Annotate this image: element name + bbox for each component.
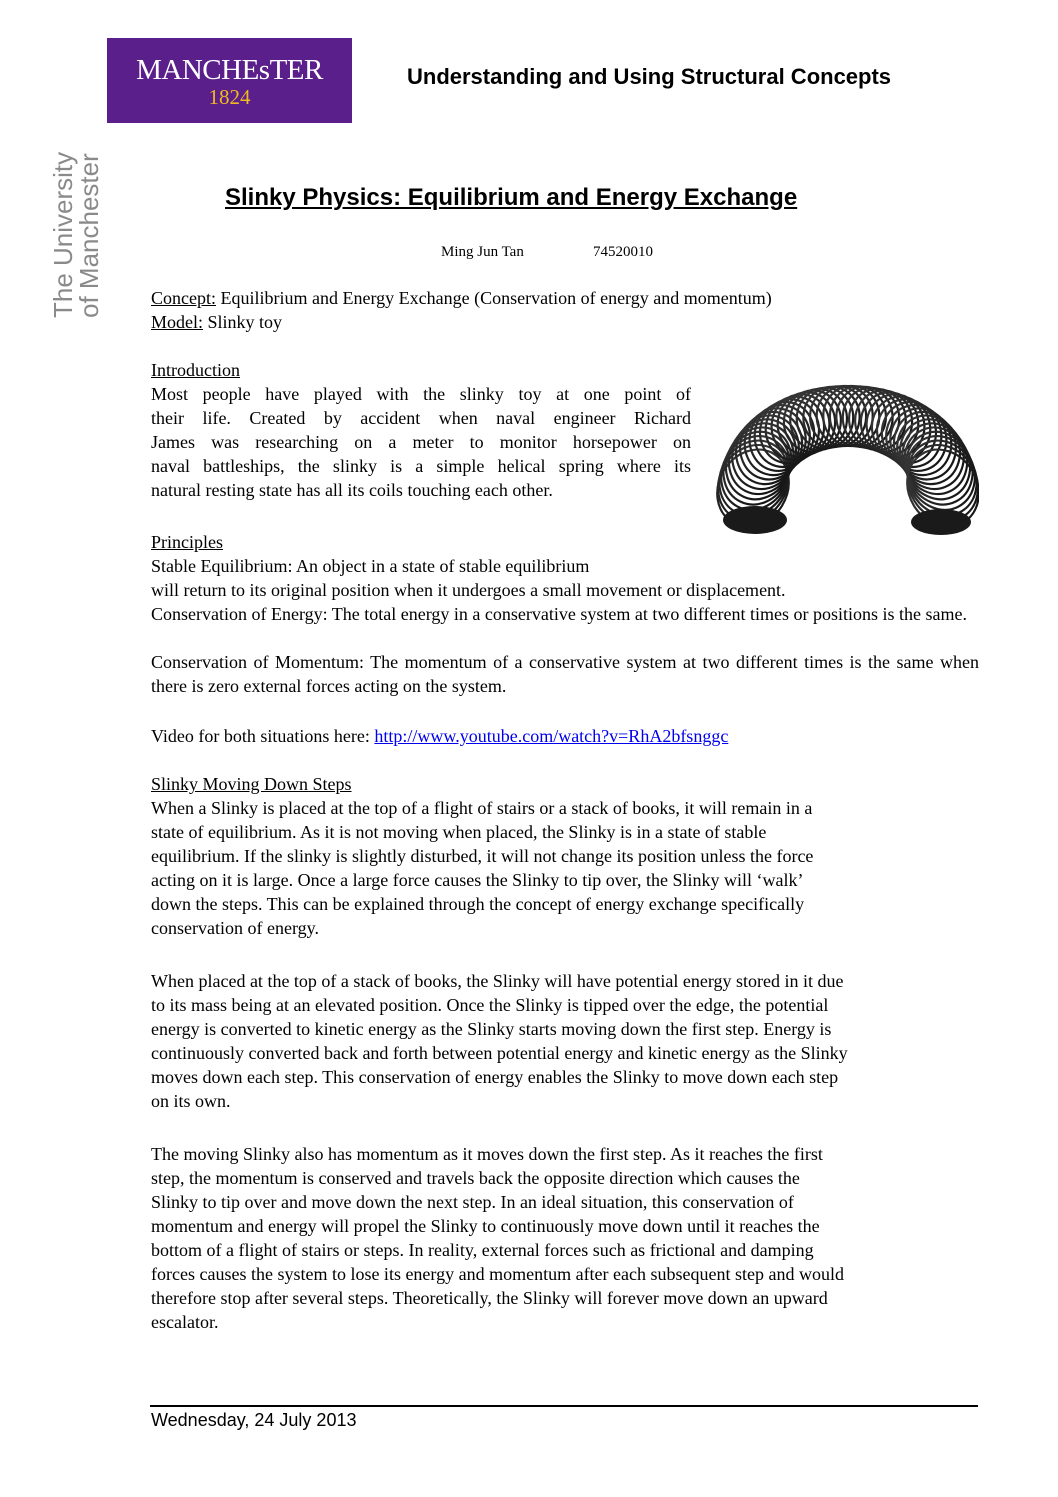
document-title: Slinky Physics: Equilibrium and Energy Exchange bbox=[225, 184, 798, 211]
principles-heading: Principles bbox=[151, 532, 223, 552]
introduction-paragraph bbox=[151, 382, 691, 502]
paragraph-line: therefore stop after several steps. Theoretically, the Slinky will forever move down an upward bbox=[151, 1288, 828, 1308]
paragraph-line: down the steps. This can be explained through the concept of energy exchange specifically bbox=[151, 894, 805, 914]
model-label: Model: bbox=[151, 312, 203, 332]
side-label-line1: The University bbox=[48, 151, 78, 318]
paragraph-line: energy is converted to kinetic energy as the Slinky starts moving down the first step. Energy is bbox=[151, 1019, 832, 1039]
intro-line: James was researching on a meter to monitor horsepower on bbox=[151, 432, 691, 452]
paragraph-line: moves down each step. This conservation of energy enables the Slinky to move down each step bbox=[151, 1067, 839, 1087]
intro-line: naval battleships, the slinky is a simple helical spring where its bbox=[151, 456, 691, 476]
side-university-label bbox=[50, 88, 102, 318]
paragraph-line: on its own. bbox=[151, 1091, 231, 1111]
conservation-momentum: Conservation of Momentum: The momentum of a conservative system at two different times is the same when there is zero external forces acting on the system. bbox=[151, 652, 979, 696]
conservation-energy: Conservation of Energy: The total energy in a conservative system at two different times or positions is the same. bbox=[151, 604, 967, 624]
side-label-line2: of Manchester bbox=[74, 153, 104, 318]
steps-heading: Slinky Moving Down Steps bbox=[151, 774, 352, 794]
paragraph-line: forces causes the system to lose its energy and momentum after each subsequent step and would bbox=[151, 1264, 844, 1284]
paragraph-line: step, the momentum is conserved and travels back the opposite direction which causes the bbox=[151, 1168, 800, 1188]
paragraph-line: acting on it is large. Once a large force causes the Slinky to tip over, the Slinky will ‘walk’ bbox=[151, 870, 804, 890]
paragraph-line: The moving Slinky also has momentum as it moves down the first step. As it reaches the first bbox=[151, 1144, 823, 1164]
paragraph-line: conservation of energy. bbox=[151, 918, 319, 938]
slinky-image bbox=[711, 370, 979, 542]
steps-paragraph-3 bbox=[151, 1142, 981, 1334]
video-text: Video for both situations here: bbox=[151, 726, 375, 746]
logo-name: MANCHEsTER bbox=[136, 54, 323, 86]
author-name: Ming Jun Tan bbox=[441, 244, 524, 260]
paragraph-line: When placed at the top of a stack of books, the Slinky will have potential energy stored in it due bbox=[151, 971, 844, 991]
video-link[interactable]: http://www.youtube.com/watch?v=RhA2bfsnggc bbox=[374, 726, 729, 746]
concept-label: Concept: bbox=[151, 288, 216, 308]
concept-text: Equilibrium and Energy Exchange (Conservation of energy and momentum) bbox=[216, 288, 772, 308]
introduction-heading: Introduction bbox=[151, 360, 240, 380]
model-line bbox=[151, 310, 981, 334]
paragraph-line: escalator. bbox=[151, 1312, 219, 1332]
paragraph-line: continuously converted back and forth between potential energy and kinetic energy as the Slinky bbox=[151, 1043, 848, 1063]
stable-equilibrium-line1: Stable Equilibrium: An object in a state of stable equilibrium bbox=[151, 556, 590, 576]
intro-line: their life. Created by accident when naval engineer Richard bbox=[151, 408, 691, 428]
paragraph-line: momentum and energy will propel the Slinky to continuously move down until it reaches the bbox=[151, 1216, 820, 1236]
stable-equilibrium-line2: will return to its original position when it undergoes a small movement or displacement. bbox=[151, 580, 786, 600]
paragraph-line: equilibrium. If the slinky is slightly disturbed, it will not change its position unless the force bbox=[151, 846, 814, 866]
footer-date: Wednesday, 24 July 2013 bbox=[151, 1410, 357, 1430]
paragraph-line: When a Slinky is placed at the top of a flight of stairs or a stack of books, it will remain in a bbox=[151, 798, 813, 818]
concept-line bbox=[151, 286, 981, 310]
model-text: Slinky toy bbox=[203, 312, 283, 332]
intro-line: natural resting state has all its coils touching each other. bbox=[151, 480, 553, 500]
paragraph-line: Slinky to tip over and move down the next step. In an ideal situation, this conservation of bbox=[151, 1192, 794, 1212]
paragraph-line: state of equilibrium. As it is not moving when placed, the Slinky is in a state of stable bbox=[151, 822, 767, 842]
steps-paragraph-1 bbox=[151, 796, 981, 940]
paragraph-line: to its mass being at an elevated position. Once the Slinky is tipped over the edge, the potential bbox=[151, 995, 829, 1015]
steps-paragraph-2 bbox=[151, 969, 981, 1113]
footer-divider bbox=[150, 1405, 978, 1407]
student-id: 74520010 bbox=[593, 244, 653, 260]
header-title: Understanding and Using Structural Concepts bbox=[407, 64, 892, 89]
university-logo bbox=[107, 38, 352, 123]
video-line bbox=[151, 724, 981, 748]
paragraph-line: bottom of a flight of stairs or steps. In reality, external forces such as frictional and damping bbox=[151, 1240, 814, 1260]
intro-line: Most people have played with the slinky toy at one point of bbox=[151, 384, 691, 404]
logo-year: 1824 bbox=[208, 85, 251, 109]
